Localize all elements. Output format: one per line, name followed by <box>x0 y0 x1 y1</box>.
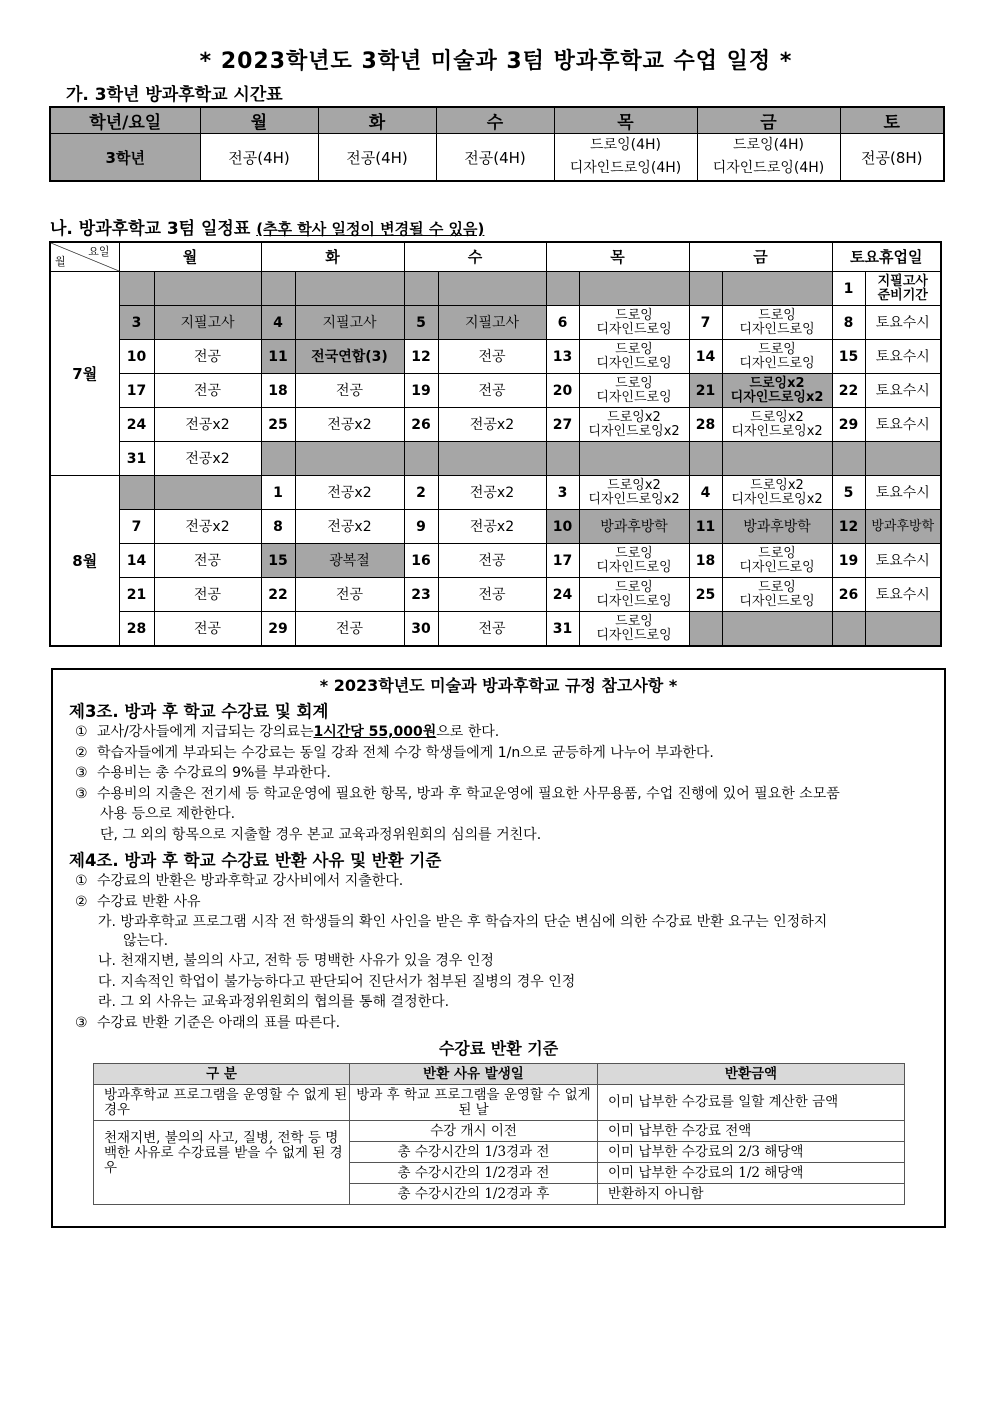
rule-line: 나. 천재지변, 불의의 사고, 전학 등 명백한 사유가 있을 경우 인정 <box>98 953 494 969</box>
schedule-event: 드로잉 디자인드로잉 <box>579 340 689 374</box>
day-number: 19 <box>404 374 438 408</box>
rule-line: ③ 수용비의 지출은 전기세 등 학교운영에 필요한 항목, 방과 후 학교운영에 필요한 사무용품, 수업 진행에 있어 필요한 소모품 <box>75 785 840 802</box>
month-august: 8월 <box>50 476 119 647</box>
day-number: 13 <box>546 340 579 374</box>
day-number: 8 <box>261 510 295 544</box>
rule-line: ③ 수강료 반환 기준은 아래의 표를 따른다. <box>75 1014 341 1031</box>
day-number: 18 <box>689 544 722 578</box>
day-number: 12 <box>832 510 865 544</box>
day-number: 26 <box>404 408 438 442</box>
day-number: 1 <box>261 476 295 510</box>
day-number: 24 <box>119 408 154 442</box>
schedule-event: 드로잉 디자인드로잉 <box>579 612 689 647</box>
schedule-event: 드로잉 디자인드로잉 <box>722 578 832 612</box>
schedule-event: 전공 <box>438 578 546 612</box>
day-number: 3 <box>119 306 154 340</box>
schedule-note: (추후 학사 일정이 변경될 수 있음) <box>256 220 485 238</box>
day-number: 31 <box>119 442 154 476</box>
schedule-event: 지필고사 <box>438 306 546 340</box>
rule-line: ① 교사/강사들에게 지급되는 강의료는1시간당 55,000원으로 한다. <box>75 724 500 740</box>
rule-line: 가. 방과후학교 프로그램 시작 전 학생들의 확인 사인을 받은 후 학습자의 단순 변심에 의한 수강료 반환 요구는 인정하지 <box>98 914 828 930</box>
schedule-event: 전공 <box>438 340 546 374</box>
rule-line: 다. 지속적인 학업이 불가능하다고 판단되어 진단서가 첨부된 질병의 경우 인정 <box>98 973 576 990</box>
cal-header-wed: 수 <box>404 242 546 272</box>
day-number: 25 <box>689 578 722 612</box>
schedule-event: 전공 <box>154 578 261 612</box>
day-number: 14 <box>119 544 154 578</box>
section-b-title: 나. 방과후학교 3텀 일정표 (추후 학사 일정이 변경될 수 있음) <box>50 219 485 239</box>
refund-header-category: 구 분 <box>94 1064 350 1085</box>
day-number: 6 <box>546 306 579 340</box>
day-number: 11 <box>261 340 295 374</box>
day-number: 15 <box>261 544 295 578</box>
schedule-event: 드로잉 디자인드로잉 <box>579 374 689 408</box>
schedule-event: 토요수시 <box>865 578 941 612</box>
cal-header-tue: 화 <box>261 242 404 272</box>
article-3-title: 제3조. 방과 후 학교 수강료 및 회계 <box>69 702 329 721</box>
schedule-event: 드로잉x2 디자인드로잉x2 <box>722 408 832 442</box>
schedule-event: 드로잉x2 디자인드로잉x2 <box>722 374 832 408</box>
rule-line: 사용 등으로 제한한다. <box>100 806 236 822</box>
article-4-title: 제4조. 방과 후 학교 수강료 반환 사유 및 반환 기준 <box>69 851 442 870</box>
rule-line: 라. 그 외 사유는 교육과정위원회의 협의를 통해 결정한다. <box>98 994 450 1010</box>
schedule-event: 드로잉x2 디자인드로잉x2 <box>579 476 689 510</box>
refund-amount: 이미 납부한 수강료의 1/2 해당액 <box>598 1163 905 1184</box>
schedule-event: 전공 <box>438 374 546 408</box>
schedule-event: 전공 <box>295 612 404 647</box>
tue-cell: 전공(4H) <box>318 134 436 182</box>
day-number: 20 <box>546 374 579 408</box>
section-a-title: 가. 3학년 방과후학교 시간표 <box>66 85 283 105</box>
schedule-event: 전공x2 <box>154 510 261 544</box>
rule-line: ③ 수용비는 총 수강료의 9%를 부과한다. <box>75 765 331 781</box>
rules-title: * 2023학년도 미술과 방과후학교 규정 참고사항 * <box>319 676 678 695</box>
term-calendar <box>49 241 942 647</box>
rule-line: ① 수강료의 반환은 방과후학교 강사비에서 지출한다. <box>75 873 404 889</box>
day-number: 23 <box>404 578 438 612</box>
cal-header-fri: 금 <box>689 242 832 272</box>
refund-table <box>93 1063 905 1205</box>
schedule-event: 전공 <box>154 340 261 374</box>
day-number: 7 <box>689 306 722 340</box>
schedule-event: 전공x2 <box>438 510 546 544</box>
schedule-event: 토요수시 <box>865 374 941 408</box>
rule-line: ② 수강료 반환 사유 <box>75 893 201 910</box>
day-number: 12 <box>404 340 438 374</box>
refund-when: 총 수강시간의 1/2경과 후 <box>350 1184 598 1205</box>
schedule-event: 전공x2 <box>154 408 261 442</box>
schedule-event: 토요수시 <box>865 340 941 374</box>
day-number: 21 <box>119 578 154 612</box>
schedule-event: 전공 <box>438 612 546 647</box>
rule-line: ② 학습자들에게 부과되는 수강료는 동일 강좌 전체 수강 학생들에게 1/n으로 균등하게 나누어 부과한다. <box>75 744 714 761</box>
page-title: * 2023학년도 3학년 미술과 3텀 방과후학교 수업 일정 * <box>199 49 793 74</box>
header-mon: 월 <box>200 107 318 134</box>
day-number: 17 <box>546 544 579 578</box>
day-number: 2 <box>404 476 438 510</box>
schedule-event: 지필고사 <box>295 306 404 340</box>
header-tue: 화 <box>318 107 436 134</box>
schedule-event: 전공 <box>154 374 261 408</box>
schedule-event: 전공x2 <box>295 510 404 544</box>
refund-when: 총 수강시간의 1/2경과 전 <box>350 1163 598 1184</box>
day-number: 17 <box>119 374 154 408</box>
rules-box <box>51 668 946 1228</box>
schedule-event: 전공x2 <box>295 408 404 442</box>
schedule-event: 전공x2 <box>295 476 404 510</box>
refund-when: 수강 개시 이전 <box>350 1121 598 1142</box>
header-thu: 목 <box>554 107 697 134</box>
schedule-event: 전공x2 <box>438 476 546 510</box>
sat-cell: 전공(8H) <box>840 134 944 182</box>
day-number: 22 <box>261 578 295 612</box>
day-number: 1 <box>832 272 865 306</box>
day-number: 4 <box>689 476 722 510</box>
header-grade-day: 학년/요일 <box>50 107 200 134</box>
schedule-event: 전공x2 <box>154 442 261 476</box>
day-number: 28 <box>119 612 154 647</box>
schedule-event: 방과후방학 <box>865 510 941 544</box>
day-number: 8 <box>832 306 865 340</box>
day-number: 26 <box>832 578 865 612</box>
calendar-corner: 요일 월 <box>50 242 119 272</box>
mon-cell: 전공(4H) <box>200 134 318 182</box>
day-number: 5 <box>832 476 865 510</box>
fri-cell: 드로잉(4H) 디자인드로잉(4H) <box>697 134 840 182</box>
refund-category: 천재지변, 불의의 사고, 질병, 전학 등 명백한 사유로 수강료를 받을 수 없게 된 경우 <box>94 1121 350 1205</box>
header-sat: 토 <box>840 107 944 134</box>
day-number: 24 <box>546 578 579 612</box>
day-number: 7 <box>119 510 154 544</box>
schedule-event: 드로잉 디자인드로잉 <box>579 544 689 578</box>
schedule-event: 방과후방학 <box>722 510 832 544</box>
cal-header-sat: 토요휴업일 <box>832 242 941 272</box>
day-number: 4 <box>261 306 295 340</box>
day-number: 18 <box>261 374 295 408</box>
refund-table-title: 수강료 반환 기준 <box>438 1039 559 1058</box>
schedule-event: 드로잉 디자인드로잉 <box>579 306 689 340</box>
refund-amount: 이미 납부한 수강료 전액 <box>598 1121 905 1142</box>
day-number: 16 <box>404 544 438 578</box>
schedule-event: 토요수시 <box>865 544 941 578</box>
header-wed: 수 <box>436 107 554 134</box>
schedule-event: 드로잉 디자인드로잉 <box>722 306 832 340</box>
refund-amount: 이미 납부한 수강료를 일할 계산한 금액 <box>598 1085 905 1121</box>
day-number: 30 <box>404 612 438 647</box>
day-number: 21 <box>689 374 722 408</box>
day-number: 3 <box>546 476 579 510</box>
day-number: 11 <box>689 510 722 544</box>
refund-category: 방과후학교 프로그램을 운영할 수 없게 된 경우 <box>94 1085 350 1121</box>
day-number: 27 <box>546 408 579 442</box>
day-number: 29 <box>261 612 295 647</box>
day-number: 31 <box>546 612 579 647</box>
schedule-event: 지필고사 <box>154 306 261 340</box>
schedule-event: 드로잉x2 디자인드로잉x2 <box>579 408 689 442</box>
schedule-event: 토요수시 <box>865 306 941 340</box>
schedule-event: 전공 <box>295 374 404 408</box>
weekly-timetable <box>49 106 945 182</box>
day-number: 28 <box>689 408 722 442</box>
refund-amount: 이미 납부한 수강료의 2/3 해당액 <box>598 1142 905 1163</box>
schedule-event: 전공 <box>295 578 404 612</box>
day-number: 9 <box>404 510 438 544</box>
schedule-event: 드로잉 디자인드로잉 <box>722 544 832 578</box>
thu-cell: 드로잉(4H) 디자인드로잉(4H) <box>554 134 697 182</box>
wed-cell: 전공(4H) <box>436 134 554 182</box>
refund-when: 총 수강시간의 1/3경과 전 <box>350 1142 598 1163</box>
refund-when: 방과 후 학교 프로그램을 운영할 수 없게 된 날 <box>350 1085 598 1121</box>
schedule-event: 광복절 <box>295 544 404 578</box>
day-number: 25 <box>261 408 295 442</box>
day-number: 14 <box>689 340 722 374</box>
day-number: 10 <box>119 340 154 374</box>
grade-label: 3학년 <box>50 134 200 182</box>
schedule-event: 전공 <box>438 544 546 578</box>
refund-header-amount: 반환금액 <box>598 1064 905 1085</box>
day-number: 22 <box>832 374 865 408</box>
schedule-event: 토요수시 <box>865 408 941 442</box>
rule-line: 단, 그 외의 항목으로 지출할 경우 본교 교육과정위원회의 심의를 거친다. <box>100 826 542 843</box>
schedule-event: 방과후방학 <box>579 510 689 544</box>
day-number: 15 <box>832 340 865 374</box>
schedule-event: 전국연합(3) <box>295 340 404 374</box>
schedule-event: 드로잉 디자인드로잉 <box>579 578 689 612</box>
schedule-event: 드로잉 디자인드로잉 <box>722 340 832 374</box>
cal-header-thu: 목 <box>546 242 689 272</box>
schedule-event: 지필고사 준비기간 <box>865 272 941 306</box>
schedule-event: 토요수시 <box>865 476 941 510</box>
month-july: 7월 <box>50 272 119 476</box>
header-fri: 금 <box>697 107 840 134</box>
cal-header-mon: 월 <box>119 242 261 272</box>
day-number: 29 <box>832 408 865 442</box>
refund-header-when: 반환 사유 발생일 <box>350 1064 598 1085</box>
schedule-event: 전공 <box>154 544 261 578</box>
refund-amount: 반환하지 아니함 <box>598 1184 905 1205</box>
rule-line: 않는다. <box>123 932 169 949</box>
day-number: 5 <box>404 306 438 340</box>
schedule-event: 드로잉x2 디자인드로잉x2 <box>722 476 832 510</box>
day-number: 19 <box>832 544 865 578</box>
day-number: 10 <box>546 510 579 544</box>
schedule-event: 전공x2 <box>438 408 546 442</box>
schedule-event: 전공 <box>154 612 261 647</box>
